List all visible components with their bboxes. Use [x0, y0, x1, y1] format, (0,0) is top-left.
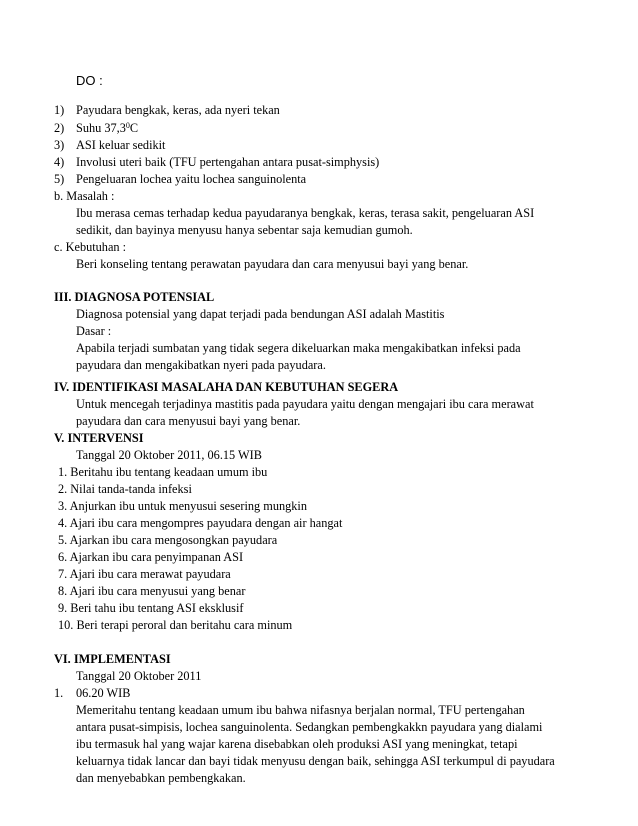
- section-4-title: IV. IDENTIFIKASI MASALAHA DAN KEBUTUHAN SEGERA: [54, 380, 399, 394]
- implementasi-line-5: dan menyebabkan pembengkakan.: [76, 771, 246, 785]
- section-3-title: III. DIAGNOSA POTENSIAL: [54, 290, 215, 304]
- temperature-unit: C: [129, 121, 139, 135]
- do-item-3-num: 3): [54, 138, 65, 152]
- masalah-line-1: Ibu merasa cemas terhadap kedua payudaranya bengkak, keras, terasa sakit, pengeluaran ASI: [76, 206, 535, 220]
- do-item-1-num: 1): [54, 103, 65, 117]
- implementasi-line-3: ibu termasuk hal yang wajar karena disebabkan oleh produksi ASI yang meningkat, tetapi: [76, 737, 518, 751]
- intervensi-item-5: 5. Ajarkan ibu cara mengosongkan payudara: [58, 533, 278, 547]
- intervensi-item-4: 4. Ajari ibu cara mengompres payudara dengan air hangat: [58, 516, 343, 530]
- section-6-title: VI. IMPLEMENTASI: [54, 652, 171, 666]
- do-item-5-num: 5): [54, 172, 65, 186]
- temperature-value: Suhu 37,3: [76, 121, 126, 135]
- intervensi-item-7: 7. Ajari ibu cara merawat payudara: [58, 567, 231, 581]
- masalah-line-2: sedikit, dan bayinya menyusu hanya sebentar saja kemudian gumoh.: [76, 223, 413, 237]
- section-5-title: V. INTERVENSI: [54, 431, 144, 445]
- do-item-2-text: [76, 121, 138, 135]
- intervensi-item-1: 1. Beritahu ibu tentang keadaan umum ibu: [58, 465, 268, 479]
- section-5-date: Tanggal 20 Oktober 2011, 06.15 WIB: [76, 448, 262, 462]
- do-item-4-text: Involusi uteri baik (TFU pertengahan antara pusat-simphysis): [76, 155, 380, 169]
- do-heading: DO :: [76, 73, 103, 88]
- implementasi-line-4: keluarnya tidak lancar dan bayi tidak menyusu dengan baik, sehingga ASI terkumpul di payudara: [76, 754, 555, 768]
- section-3-line-3: Apabila terjadi sumbatan yang tidak segera dikeluarkan maka mengakibatkan infeksi pada: [76, 341, 521, 355]
- kebutuhan-label: c. Kebutuhan :: [54, 240, 127, 254]
- section-3-line-2: Dasar :: [76, 324, 112, 338]
- do-item-3-text: ASI keluar sedikit: [76, 138, 166, 152]
- intervensi-item-8: 8. Ajari ibu cara menyusui yang benar: [58, 584, 246, 598]
- masalah-label: b. Masalah :: [54, 189, 115, 203]
- implementasi-line-2: antara pusat-simpisis, lochea sanguinolenta. Sedangkan pembengkakkn payudara yang dialami: [76, 720, 543, 734]
- section-3-line-4: payudara dan mengakibatkan nyeri pada payudara.: [76, 358, 326, 372]
- degree-superscript: 0: [125, 121, 130, 130]
- kebutuhan-line: Beri konseling tentang perawatan payudara dan cara menyusui bayi yang benar.: [76, 257, 469, 271]
- section-4-line-1: Untuk mencegah terjadinya mastitis pada payudara yaitu dengan mengajari ibu cara merawat: [76, 397, 534, 411]
- section-4-line-2: payudara dan cara menyusui bayi yang benar.: [76, 414, 301, 428]
- intervensi-item-10: 10. Beri terapi peroral dan beritahu cara minum: [58, 618, 293, 632]
- intervensi-item-2: 2. Nilai tanda-tanda infeksi: [58, 482, 192, 496]
- do-item-2-num: 2): [54, 121, 65, 135]
- implementasi-item-num: 1.: [54, 686, 64, 700]
- do-item-5-text: Pengeluaran lochea yaitu lochea sanguinolenta: [76, 172, 307, 186]
- section-3-line-1: Diagnosa potensial yang dapat terjadi pada bendungan ASI adalah Mastitis: [76, 307, 445, 321]
- do-item-4-num: 4): [54, 155, 65, 169]
- implementasi-item-time: 06.20 WIB: [76, 686, 131, 700]
- section-6-date: Tanggal 20 Oktober 2011: [76, 669, 202, 683]
- intervensi-item-9: 9. Beri tahu ibu tentang ASI eksklusif: [58, 601, 244, 615]
- intervensi-item-3: 3. Anjurkan ibu untuk menyusui sesering mungkin: [58, 499, 307, 513]
- do-item-1-text: Payudara bengkak, keras, ada nyeri tekan: [76, 103, 280, 117]
- implementasi-line-1: Memeritahu tentang keadaan umum ibu bahwa nifasnya berjalan normal, TFU pertengahan: [76, 703, 525, 717]
- intervensi-item-6: 6. Ajarkan ibu cara penyimpanan ASI: [58, 550, 244, 564]
